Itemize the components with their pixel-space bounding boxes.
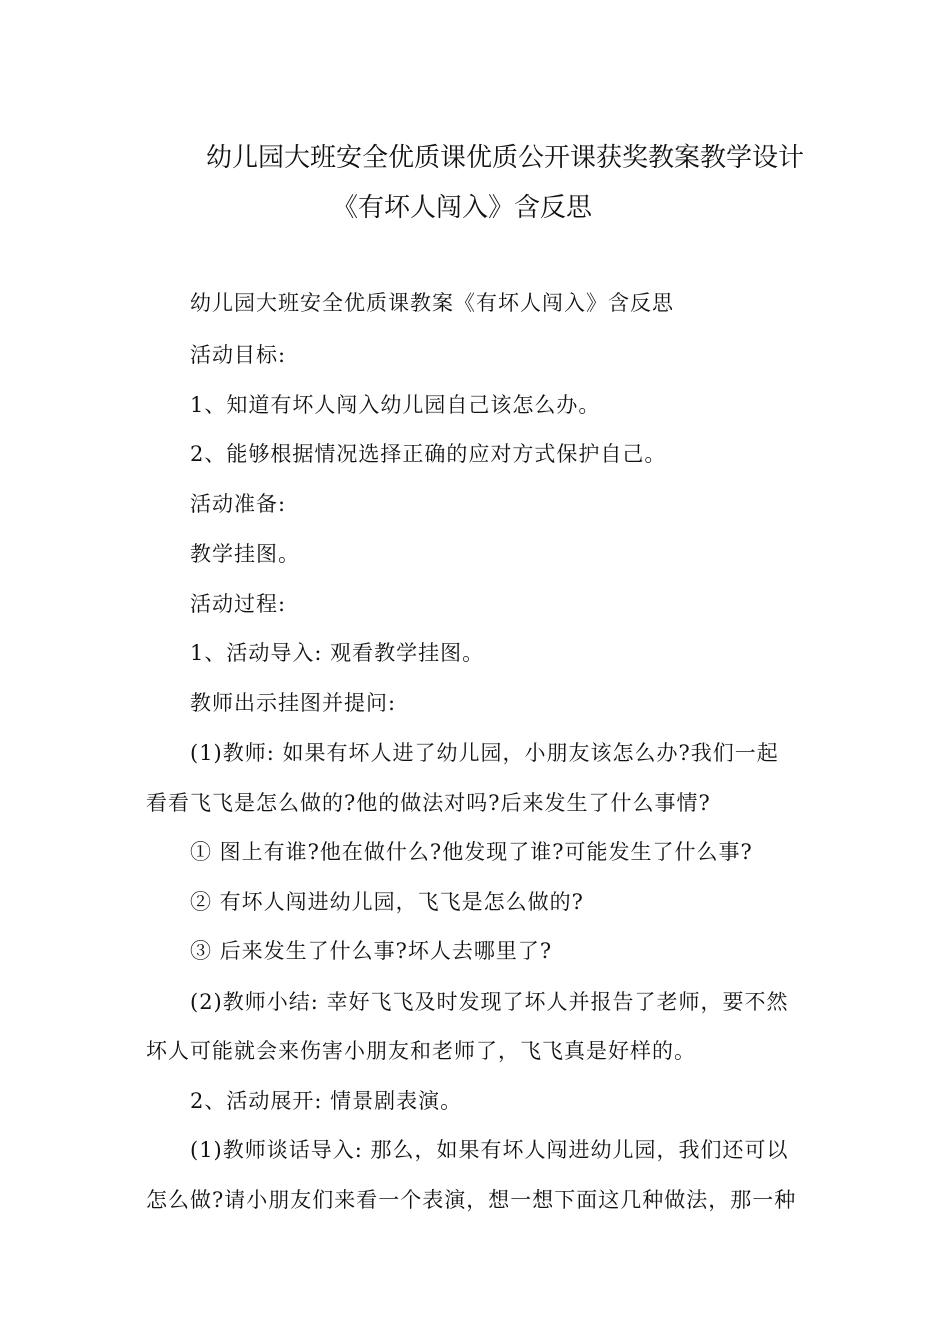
body-line: 坏人可能就会来伤害小朋友和老师了，飞飞真是好样的。 <box>146 1039 696 1063</box>
body-line: 看看飞飞是怎么做的?他的做法对吗?后来发生了什么事情? <box>146 791 711 815</box>
body-line: (1)教师谈话导入: 那么，如果有坏人闯进幼儿园，我们还可以 <box>190 1138 789 1162</box>
heading-objectives: 活动目标: <box>190 343 287 367</box>
objective-item-1: 1、知道有坏人闯入幼儿园自己该怎么办。 <box>190 393 601 417</box>
body-line: 教师出示挂图并提问: <box>190 691 397 715</box>
preparation-text: 教学挂图。 <box>190 542 300 566</box>
body-line: (2)教师小结: 幸好飞飞及时发现了坏人并报告了老师，要不然 <box>190 990 789 1014</box>
heading-process: 活动过程: <box>190 592 287 616</box>
document-title: 幼儿园大班安全优质课优质公开课获奖教案教学设计 <box>206 143 805 173</box>
body-line: (1)教师: 如果有坏人进了幼儿园，小朋友该怎么办?我们一起 <box>190 741 779 765</box>
process-step-2: 2、活动展开: 情景剧表演。 <box>190 1089 463 1113</box>
body-line: 怎么做?请小朋友们来看一个表演，想一想下面这几种做法，那一种 <box>146 1188 797 1212</box>
question-item-1: ① 图上有谁?他在做什么?他发现了谁?可能发生了什么事? <box>190 840 753 864</box>
question-item-2: ② 有坏人闯进幼儿园，飞飞是怎么做的? <box>190 890 584 914</box>
heading-preparation: 活动准备: <box>190 492 287 516</box>
body-line-header: 幼儿园大班安全优质课教案《有坏人闯入》含反思 <box>190 291 674 315</box>
question-item-3: ③ 后来发生了什么事?坏人去哪里了? <box>190 939 553 963</box>
process-step-1: 1、活动导入: 观看教学挂图。 <box>190 641 485 665</box>
objective-item-2: 2、能够根据情况选择正确的应对方式保护自己。 <box>190 442 667 466</box>
document-subtitle: 《有坏人闯入》含反思 <box>332 193 593 223</box>
